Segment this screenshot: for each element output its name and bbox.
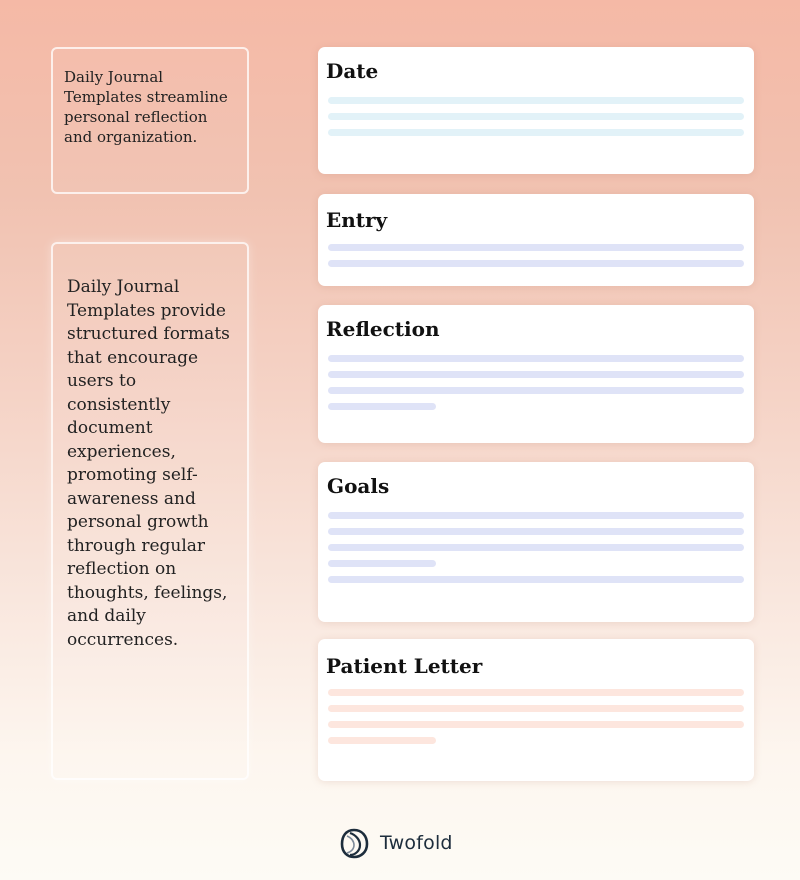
- goals-heading: Goals: [327, 474, 390, 498]
- placeholder-line: [328, 512, 744, 519]
- placeholder-line: [328, 244, 744, 251]
- placeholder-line: [328, 355, 744, 362]
- placeholder-line: [328, 689, 744, 696]
- summary-note: [51, 47, 249, 194]
- twofold-logo-icon: [338, 827, 370, 859]
- patient-letter-heading: Patient Letter: [326, 654, 483, 678]
- placeholder-line: [328, 387, 744, 394]
- reflection-heading: Reflection: [326, 317, 440, 341]
- placeholder-line: [328, 403, 436, 410]
- brand-name: Twofold: [380, 832, 453, 854]
- placeholder-line: [328, 737, 436, 744]
- goals-card: [318, 462, 754, 622]
- placeholder-line: [328, 705, 744, 712]
- placeholder-line: [328, 97, 744, 104]
- entry-heading: Entry: [326, 208, 388, 232]
- placeholder-line: [328, 528, 744, 535]
- placeholder-line: [328, 113, 744, 120]
- placeholder-line: [328, 129, 744, 136]
- date-heading: Date: [326, 59, 379, 83]
- placeholder-line: [328, 544, 744, 551]
- twofold-logo: [338, 826, 453, 860]
- placeholder-line: [328, 371, 744, 378]
- summary-text: Daily Journal Templates streamline personal reflection and organization.: [64, 68, 228, 146]
- placeholder-line: [328, 260, 744, 267]
- placeholder-line: [328, 576, 744, 583]
- description-text: Daily Journal Templates provide structured formats that encourage users to consistently document experiences, promoting self-awareness and personal growth through regular reflection on thoughts, feelings, and daily occurrences.: [67, 277, 230, 650]
- reflection-card: [318, 305, 754, 443]
- description-note: [51, 242, 249, 780]
- entry-card: [318, 194, 754, 286]
- placeholder-line: [328, 560, 436, 567]
- date-card: [318, 47, 754, 174]
- placeholder-line: [328, 721, 744, 728]
- patient-letter-card: [318, 639, 754, 781]
